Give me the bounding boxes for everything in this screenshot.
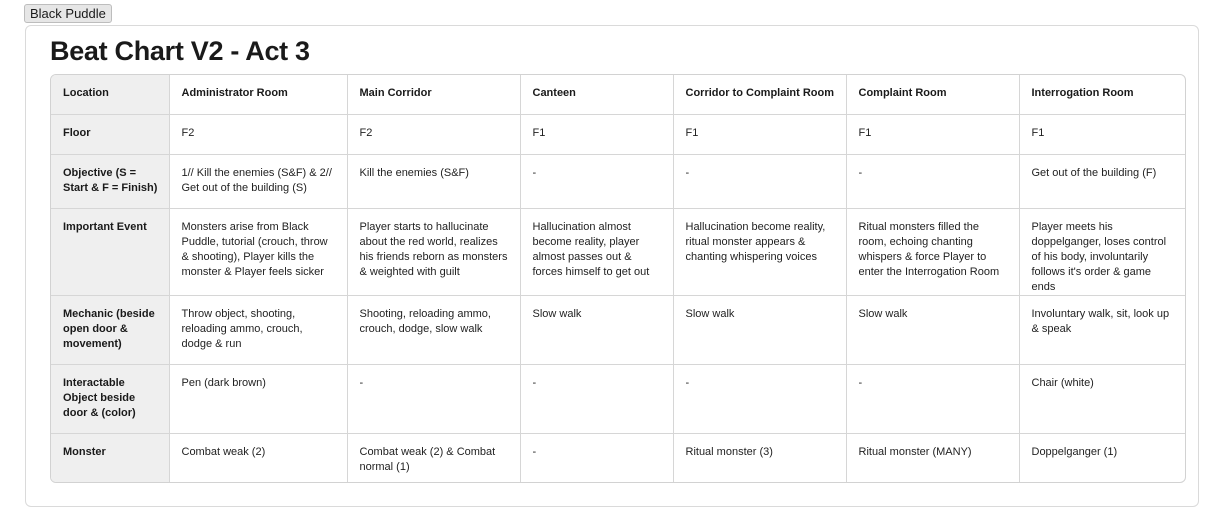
header-cell-administrator-room[interactable]: Administrator Room (169, 75, 347, 114)
table-cell[interactable]: F1 (1019, 114, 1186, 154)
table-cell[interactable]: F2 (347, 114, 520, 154)
table-cell[interactable]: Slow walk (520, 295, 673, 364)
table-row-mechanic (51, 295, 1186, 364)
table-cell[interactable]: Throw object, shooting, reloading ammo, crouch, dodge & run (169, 295, 347, 364)
table-cell[interactable]: Kill the enemies (S&F) (347, 154, 520, 208)
table-cell[interactable]: Player meets his doppelganger, loses control of his body, involuntarily follows it's order & game ends (1019, 208, 1186, 295)
table-cell[interactable]: F1 (846, 114, 1019, 154)
table-cell[interactable]: Ritual monster (3) (673, 433, 846, 483)
table-cell[interactable]: - (673, 364, 846, 433)
table-header-row (51, 75, 1186, 114)
table-cell[interactable]: - (520, 433, 673, 483)
row-header-cell[interactable]: Important Event (51, 208, 169, 295)
table-cell[interactable]: Ritual monsters filled the room, echoing chanting whispers & force Player to enter the Interrogation Room (846, 208, 1019, 295)
table-cell[interactable]: Shooting, reloading ammo, crouch, dodge, slow walk (347, 295, 520, 364)
table-row-important-event (51, 208, 1186, 295)
table-cell[interactable]: Slow walk (673, 295, 846, 364)
table-cell[interactable]: - (846, 154, 1019, 208)
page-title: Beat Chart V2 - Act 3 (50, 36, 310, 66)
table-cell[interactable]: Involuntary walk, sit, look up & speak (1019, 295, 1186, 364)
table-cell[interactable]: Hallucination almost become reality, player almost passes out & forces himself to get out (520, 208, 673, 295)
table-cell[interactable]: Doppelganger (1) (1031, 445, 1118, 458)
header-cell-location[interactable]: Location (51, 75, 169, 114)
row-header-cell[interactable]: Interactable Object beside door & (color) (51, 364, 169, 433)
table-cell[interactable]: - (520, 154, 673, 208)
table-cell[interactable]: Ritual monster (MANY) (846, 433, 1019, 483)
header-cell-main-corridor[interactable]: Main Corridor (347, 75, 520, 114)
table-cell[interactable]: Combat weak (2) & Combat normal (1) (347, 433, 520, 483)
table-cell[interactable]: F1 (673, 114, 846, 154)
table-cell[interactable]: - (347, 364, 520, 433)
table-row-interactable-object (51, 364, 1186, 433)
table-cell[interactable]: Monsters arise from Black Puddle, tutorial (crouch, throw & shooting), Player kills the monster & Player feels sicker (169, 208, 347, 295)
table-cell[interactable]: Pen (dark brown) (169, 364, 347, 433)
table-cell[interactable]: Player starts to hallucinate about the red world, realizes his friends reborn as monsters & weighted with guilt (347, 208, 520, 295)
header-cell-complaint-room[interactable]: Complaint Room (846, 75, 1019, 114)
header-cell-interrogation-room[interactable]: Interrogation Room (1019, 75, 1186, 114)
beat-chart-card (25, 25, 1199, 507)
table-cell[interactable]: F2 (169, 114, 347, 154)
page-tag-black-puddle[interactable]: Black Puddle (24, 4, 112, 23)
beat-chart-table (51, 75, 1186, 483)
table-cell[interactable]: Get out of the building (F) (1019, 154, 1186, 208)
table-cell[interactable]: Hallucination become reality, ritual monster appears & chanting whispering voices (673, 208, 846, 295)
row-header-cell[interactable]: Mechanic (beside open door & movement) (51, 295, 169, 364)
row-header-cell[interactable]: Floor (51, 114, 169, 154)
beat-chart-table-wrapper (50, 74, 1186, 483)
table-cell[interactable]: 1// Kill the enemies (S&F) & 2// Get out of the building (S) (169, 154, 347, 208)
table-cell[interactable]: - (673, 154, 846, 208)
table-cell[interactable]: F1 (520, 114, 673, 154)
table-cell[interactable]: Combat weak (2) (169, 433, 347, 483)
row-header-cell[interactable]: Monster (51, 433, 169, 483)
table-row-objective (51, 154, 1186, 208)
table-row-floor (51, 114, 1186, 154)
table-cell[interactable]: Slow walk (846, 295, 1019, 364)
row-header-cell[interactable]: Objective (S = Start & F = Finish) (51, 154, 169, 208)
table-cell[interactable]: Chair (white) (1019, 364, 1186, 433)
header-cell-canteen[interactable]: Canteen (520, 75, 673, 114)
table-cell[interactable]: - (520, 364, 673, 433)
header-cell-corridor-to-complaint-room[interactable]: Corridor to Complaint Room (673, 75, 846, 114)
table-row-monster (51, 433, 1186, 483)
table-cell[interactable]: - (846, 364, 1019, 433)
